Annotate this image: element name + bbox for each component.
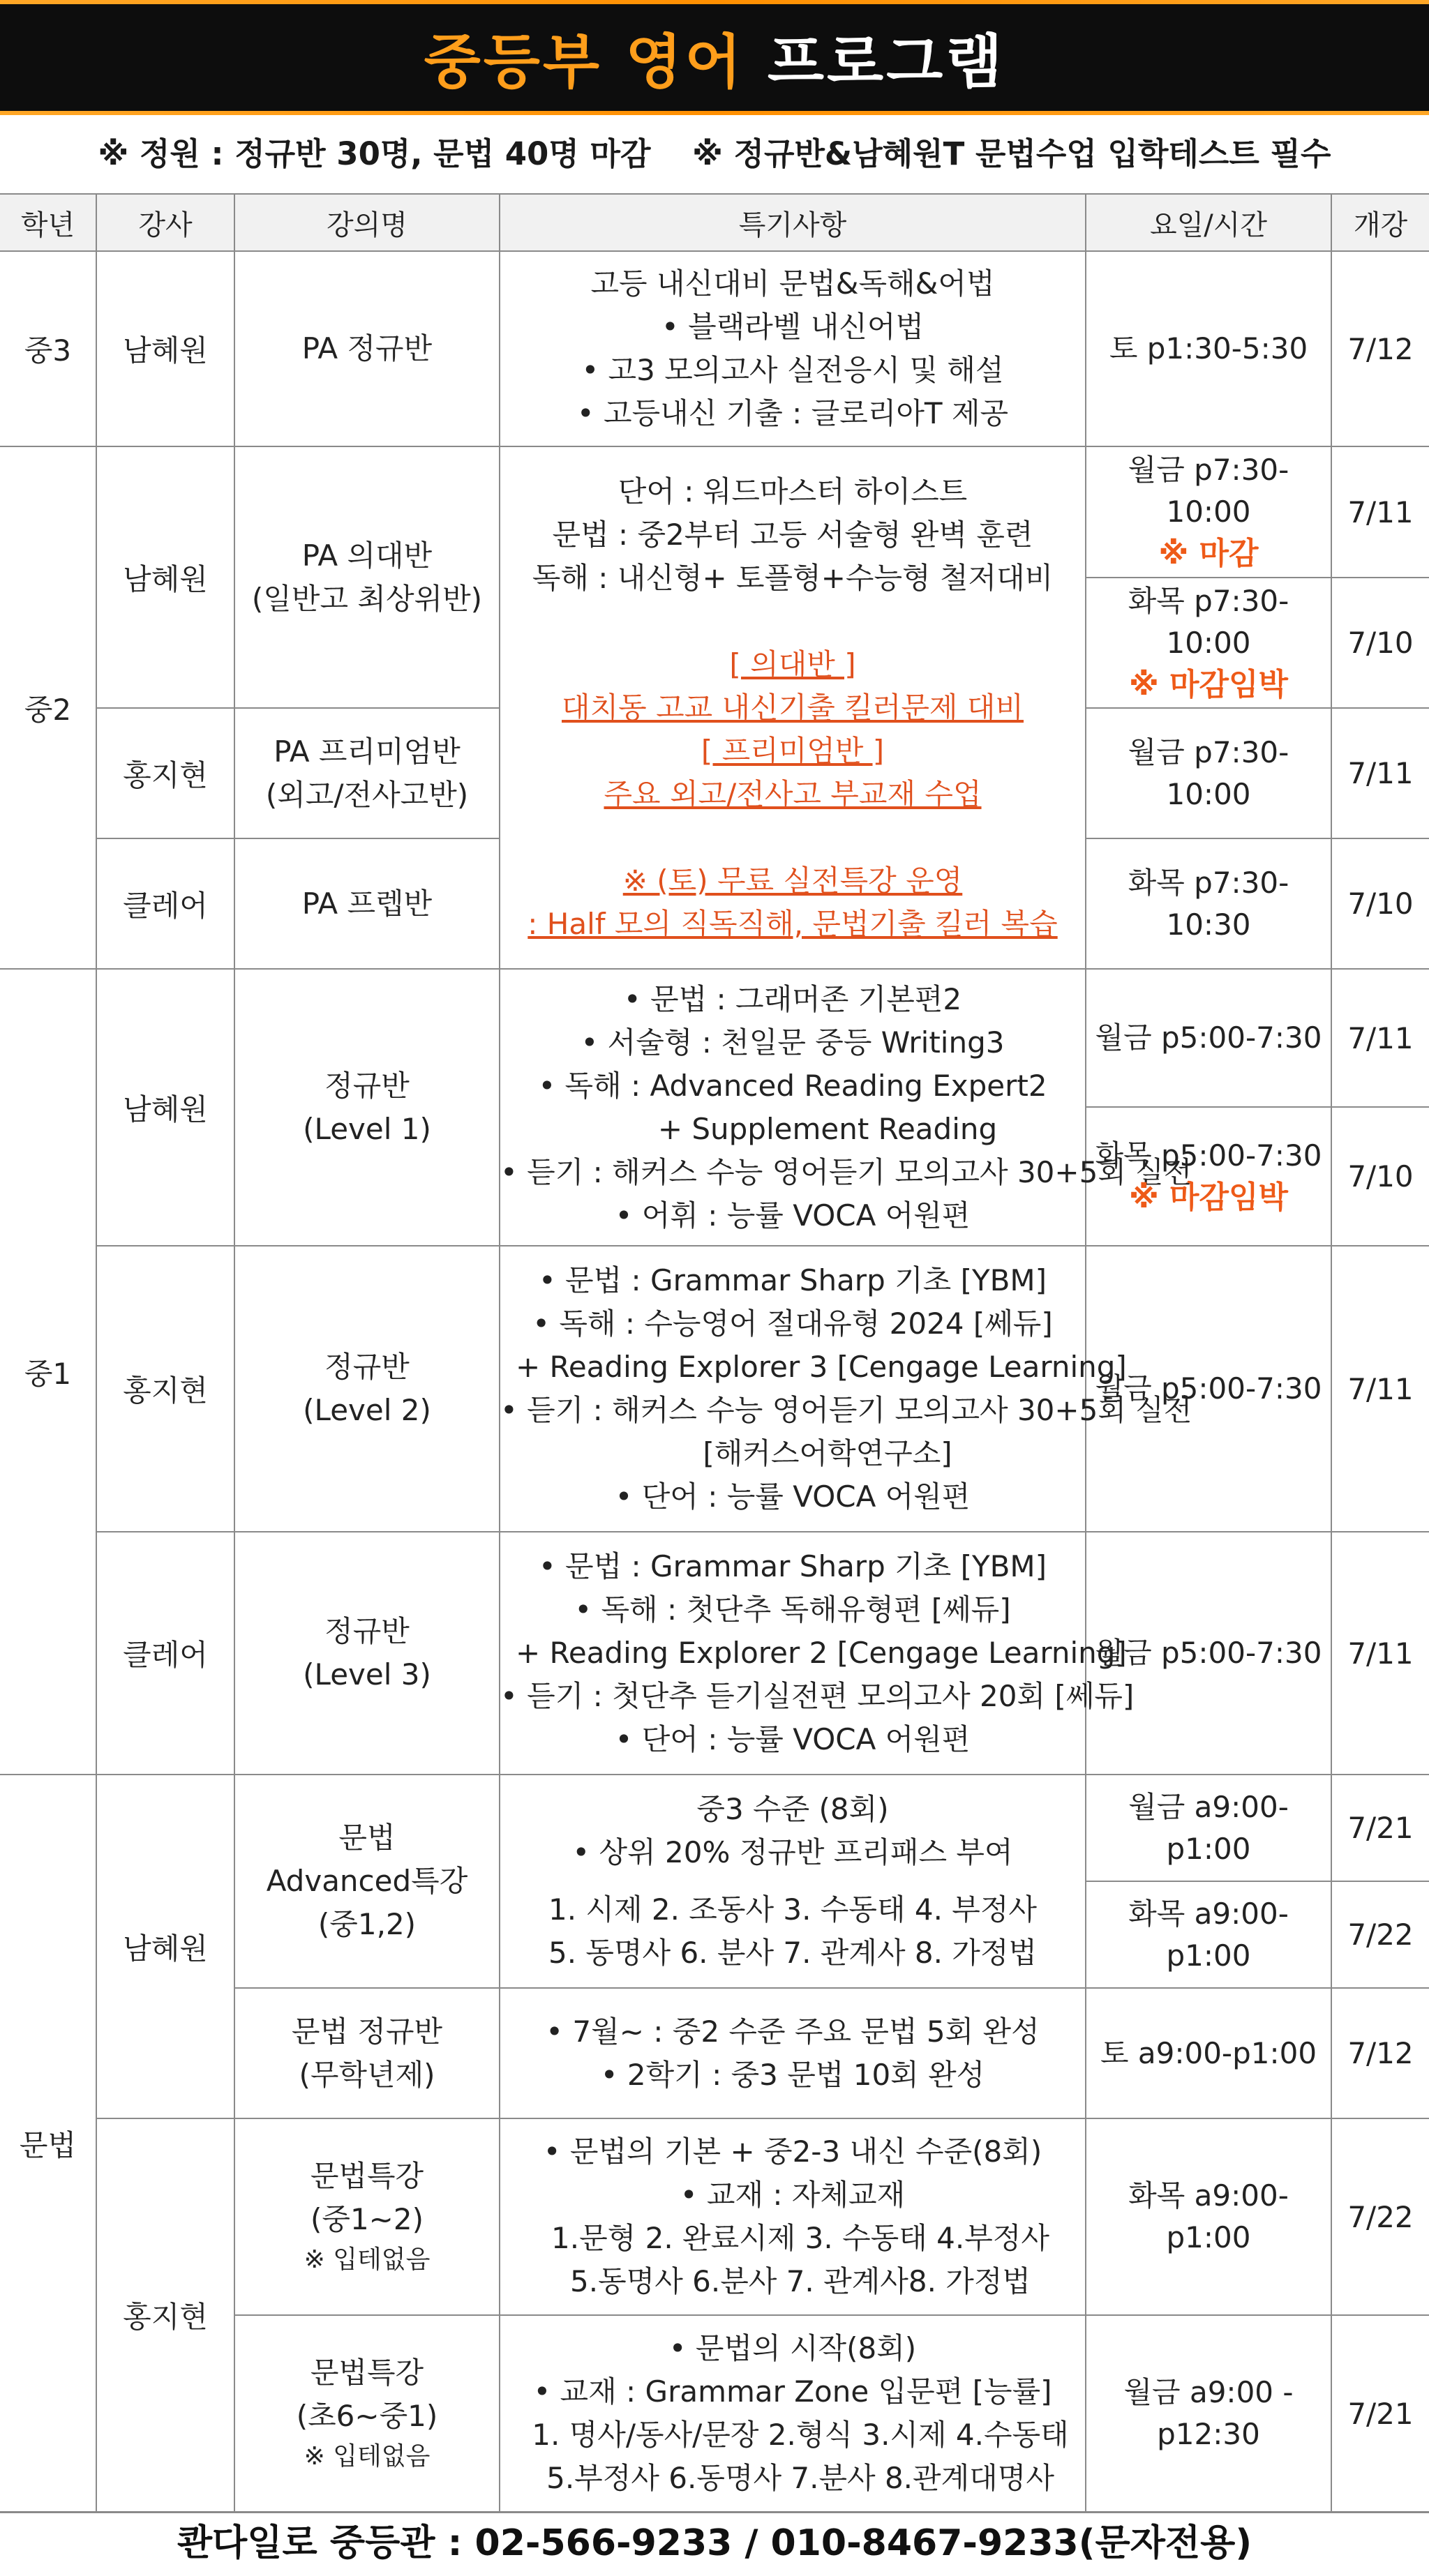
feature-line: • 서술형 : 천일문 중등 Writing3: [581, 1025, 1005, 1060]
spacer: [500, 816, 1085, 859]
highlight-line: 대치동 고교 내신기출 킬러문제 대비: [562, 690, 1024, 725]
features-cell: [500, 1532, 1135, 1775]
header-features: 특기사항: [500, 194, 1086, 251]
course-title: PA 의대반: [301, 538, 433, 573]
course-name: PA 정규반: [234, 251, 500, 446]
start-cell: 7/12: [1331, 1988, 1429, 2118]
start-cell: 7/10: [1331, 578, 1429, 708]
feature-line: [해커스어학연구소]: [703, 1436, 952, 1470]
course-name: [234, 1775, 500, 1988]
table-row: [0, 969, 1429, 1107]
feature-line: • 고3 모의고사 실전응시 및 해설: [581, 353, 1004, 387]
feature-line: • 문법 : Grammar Sharp 기초 [YBM]: [538, 1549, 1047, 1583]
feature-line: • 문법의 시작(8회): [668, 2331, 917, 2365]
schedule-table: [0, 193, 1429, 2513]
course-title: Advanced특강: [266, 1864, 468, 1898]
start-cell: 7/10: [1331, 838, 1429, 969]
course-level: (Level 1): [303, 1111, 431, 1146]
course-name: [234, 2118, 500, 2315]
feature-line: • 7월~ : 중2 수준 주요 문법 5회 완성: [546, 2014, 1040, 2049]
feature-line: • 독해 : 수능영어 절대유형 2024 [쎄듀]: [532, 1306, 1053, 1341]
teacher-cell: 남혜원: [96, 251, 234, 446]
feature-line: 고등 내신대비 문법&독해&어법: [590, 266, 995, 301]
feature-line: 중3 수준 (8회): [696, 1792, 889, 1826]
teacher-cell: 홍지현: [96, 2118, 234, 2512]
table-row: [0, 1246, 1429, 1532]
course-name: [234, 2315, 500, 2512]
feature-line: 1. 명사/동사/문장 2.형식 3.시제 4.수동태: [532, 2418, 1069, 2452]
time-cell: 화목 a9:00-p1:00: [1086, 1881, 1331, 1988]
spacer: [500, 1874, 1085, 1888]
feature-line: 문법 : 중2부터 고등 서술형 완벽 훈련: [552, 517, 1033, 552]
time-cell: 토 p1:30-5:30: [1086, 251, 1331, 446]
course-title: 문법특강: [310, 2159, 424, 2193]
table-row: [0, 446, 1429, 578]
course-level: (Level 2): [303, 1393, 431, 1427]
highlight-line: 주요 외고/전사고 부교재 수업: [604, 776, 982, 811]
features-cell: [500, 2118, 1086, 2315]
teacher-cell: 남혜원: [96, 446, 234, 708]
course-title: 정규반: [324, 1614, 410, 1648]
feature-line: • 교재 : 자체교재: [680, 2178, 906, 2212]
feature-line: 독해 : 내신형+ 토플형+수능형 철저대비: [532, 560, 1054, 595]
feature-line: • 듣기 : 해커스 수능 영어듣기 모의고사 30+5회 실전: [500, 1393, 1192, 1427]
start-cell: 7/10: [1331, 1107, 1429, 1246]
course-name: [234, 708, 500, 838]
time-cell: 토 a9:00-p1:00: [1086, 1988, 1331, 2118]
table-row: [0, 1775, 1429, 1881]
start-cell: 7/22: [1331, 2118, 1429, 2315]
course-name: PA 프렙반: [234, 838, 500, 969]
notice-line: [0, 115, 1429, 193]
notice-entrance-test: ※ 정규반&남혜원T 문법수업 입학테스트 필수: [692, 135, 1331, 172]
course-title: PA 프리미엄반: [274, 734, 461, 769]
start-cell: 7/21: [1331, 1775, 1429, 1881]
course-title: 정규반: [324, 1068, 410, 1103]
teacher-cell: 홍지현: [96, 708, 234, 838]
feature-line: • 고등내신 기출 : 글로리아T 제공: [576, 396, 1009, 430]
time-cell: 월금 p5:00-7:30: [1086, 1246, 1331, 1532]
feature-line: 5.부정사 6.동명사 7.분사 8.관계대명사: [546, 2461, 1054, 2495]
course-title: 문법특강: [310, 2356, 424, 2390]
highlight-line: ※ (토) 무료 실전특강 운영: [622, 863, 963, 898]
feature-line: 1.문형 2. 완료시제 3. 수동태 4.부정사: [551, 2221, 1049, 2255]
feature-line: • 문법 : Grammar Sharp 기초 [YBM]: [538, 1263, 1047, 1297]
spacer: [500, 600, 1085, 643]
start-cell: 7/11: [1331, 446, 1429, 578]
header-course: 강의명: [234, 194, 500, 251]
feature-line: + Reading Explorer 2 [Cengage Learning]: [516, 1636, 1127, 1670]
feature-line: • 블랙라벨 내신어법: [661, 310, 925, 344]
title-part-1: 중등부 영어: [424, 28, 745, 96]
closing-soon-badge: ※ 마감임박: [1128, 1179, 1289, 1215]
feature-line: + Reading Explorer 3 [Cengage Learning]: [516, 1350, 1127, 1384]
course-title: 문법 정규반: [291, 2014, 443, 2049]
teacher-cell: 클레어: [96, 1532, 234, 1775]
feature-line: • 독해 : 첫단추 독해유형편 [쎄듀]: [574, 1592, 1011, 1627]
time-text: 화목 p5:00-7:30: [1095, 1138, 1322, 1173]
time-cell: 화목 a9:00-p1:00: [1086, 2118, 1331, 2315]
feature-line: • 단어 : 능률 VOCA 어원편: [615, 1722, 971, 1756]
feature-line: 5. 동명사 6. 분사 7. 관계사 8. 가정법: [548, 1936, 1038, 1970]
time-cell: 월금 p7:30-10:00: [1086, 708, 1331, 838]
teacher-cell: 클레어: [96, 838, 234, 969]
highlight-line: [ 의대반 ]: [729, 647, 856, 681]
header-grade: 학년: [0, 194, 96, 251]
course-subtitle: (외고/전사고반): [265, 777, 469, 812]
highlight-line: : Half 모의 직독직해, 문법기출 킬러 복습: [528, 906, 1058, 941]
feature-line: • 어휘 : 능률 VOCA 어원편: [615, 1198, 971, 1233]
time-text: 월금 p7:30-10:00: [1128, 453, 1289, 529]
time-text: 화목 p7:30-10:00: [1128, 583, 1289, 660]
start-cell: 7/12: [1331, 251, 1429, 446]
time-cell: 월금 p5:00-7:30: [1086, 1532, 1331, 1775]
course-subtitle: (무학년제): [299, 2057, 435, 2092]
table-row: [0, 251, 1429, 446]
feature-line: • 문법의 기본 + 중2-3 내신 수준(8회): [543, 2134, 1042, 2169]
features-cell: [500, 251, 1086, 446]
start-cell: 7/22: [1331, 1881, 1429, 1988]
course-name: [234, 446, 500, 708]
time-cell: [1086, 578, 1331, 708]
table-header-row: [0, 194, 1429, 251]
course-subtitle: (중1~2): [311, 2202, 424, 2236]
feature-line: • 듣기 : 첫단추 듣기실전편 모의고사 20회 [쎄듀]: [500, 1679, 1135, 1713]
features-cell: [500, 1988, 1086, 2118]
closed-badge: ※ 마감: [1158, 536, 1259, 571]
feature-line: • 듣기 : 해커스 수능 영어듣기 모의고사 30+5회 실전: [500, 1154, 1192, 1189]
features-cell: [500, 1246, 1192, 1532]
grade-cell-m2: 중2: [0, 446, 96, 969]
banner-top-stripe: [0, 0, 1429, 4]
course-name: [234, 1532, 500, 1775]
time-cell: 화목 p7:30-10:30: [1086, 838, 1331, 969]
time-cell: 월금 a9:00 - p12:30: [1086, 2315, 1331, 2512]
features-cell: [500, 2315, 1086, 2512]
teacher-cell: 홍지현: [96, 1246, 234, 1532]
notice-capacity: ※ 정원 : 정규반 30명, 문법 40명 마감: [98, 135, 651, 172]
grade-cell-m1: 중1: [0, 969, 96, 1775]
start-cell: 7/11: [1331, 708, 1429, 838]
feature-line: • 문법 : 그래머존 기본편2: [623, 981, 962, 1016]
teacher-cell: 남혜원: [96, 1775, 234, 2118]
grade-cell-grammar: 문법: [0, 1775, 96, 2512]
features-cell: [500, 1775, 1086, 1988]
feature-line: • 단어 : 능률 VOCA 어원편: [615, 1479, 971, 1514]
start-cell: 7/21: [1331, 2315, 1429, 2512]
features-cell: [500, 969, 1192, 1246]
highlight-line: [ 프리미엄반 ]: [701, 733, 885, 768]
teacher-cell: 남혜원: [96, 969, 234, 1246]
course-name: [234, 1988, 500, 2118]
no-entrance-test-note: ※ 입테없음: [304, 2442, 431, 2471]
course-name: [234, 969, 500, 1246]
time-cell: 월금 a9:00-p1:00: [1086, 1775, 1331, 1881]
feature-line: • 2학기 : 중3 문법 10회 완성: [600, 2057, 985, 2092]
header-schedule: 요일/시간: [1086, 194, 1331, 251]
page-title: [0, 15, 1429, 100]
time-cell: 월금 p5:00-7:30: [1086, 969, 1331, 1107]
features-cell: [500, 446, 1086, 969]
title-banner: [0, 0, 1429, 115]
course-level: (Level 3): [303, 1657, 431, 1692]
table-row: [0, 2118, 1429, 2315]
course-title: 문법: [338, 1821, 396, 1855]
feature-line: • 독해 : Advanced Reading Expert2: [538, 1068, 1047, 1103]
feature-line: 단어 : 워드마스터 하이스트: [618, 474, 968, 509]
start-cell: 7/11: [1331, 1246, 1429, 1532]
title-part-2: 프로그램: [767, 28, 1005, 96]
grade-cell-m3: 중3: [0, 251, 96, 446]
feature-line: 1. 시제 2. 조동사 3. 수동태 4. 부정사: [548, 1892, 1038, 1927]
no-entrance-test-note: ※ 입테없음: [304, 2245, 431, 2274]
feature-line: 5.동명사 6.분사 7. 관계사8. 가정법: [570, 2264, 1031, 2298]
contact-footer: 콴다일로 중등관 : 02-566-9233 / 010-8467-9233(문자전용): [177, 2522, 1252, 2564]
course-name: [234, 1246, 500, 1532]
header-teacher: 강사: [96, 194, 234, 251]
course-subtitle: (중1,2): [317, 1907, 417, 1941]
course-title: 정규반: [324, 1350, 410, 1384]
time-cell: [1086, 446, 1331, 578]
header-start: 개강: [1331, 194, 1429, 251]
course-subtitle: (초6~중1): [296, 2399, 438, 2433]
start-cell: 7/11: [1331, 1532, 1429, 1775]
table-row: [0, 1532, 1429, 1775]
course-subtitle: (일반고 최상위반): [251, 581, 483, 616]
closing-soon-badge: ※ 마감임박: [1128, 666, 1289, 702]
feature-line: • 교재 : Grammar Zone 입문편 [능률]: [533, 2374, 1052, 2409]
start-cell: 7/11: [1331, 969, 1429, 1107]
feature-line: + Supplement Reading: [657, 1111, 998, 1146]
feature-line: • 상위 20% 정규반 프리패스 부여: [572, 1835, 1013, 1869]
